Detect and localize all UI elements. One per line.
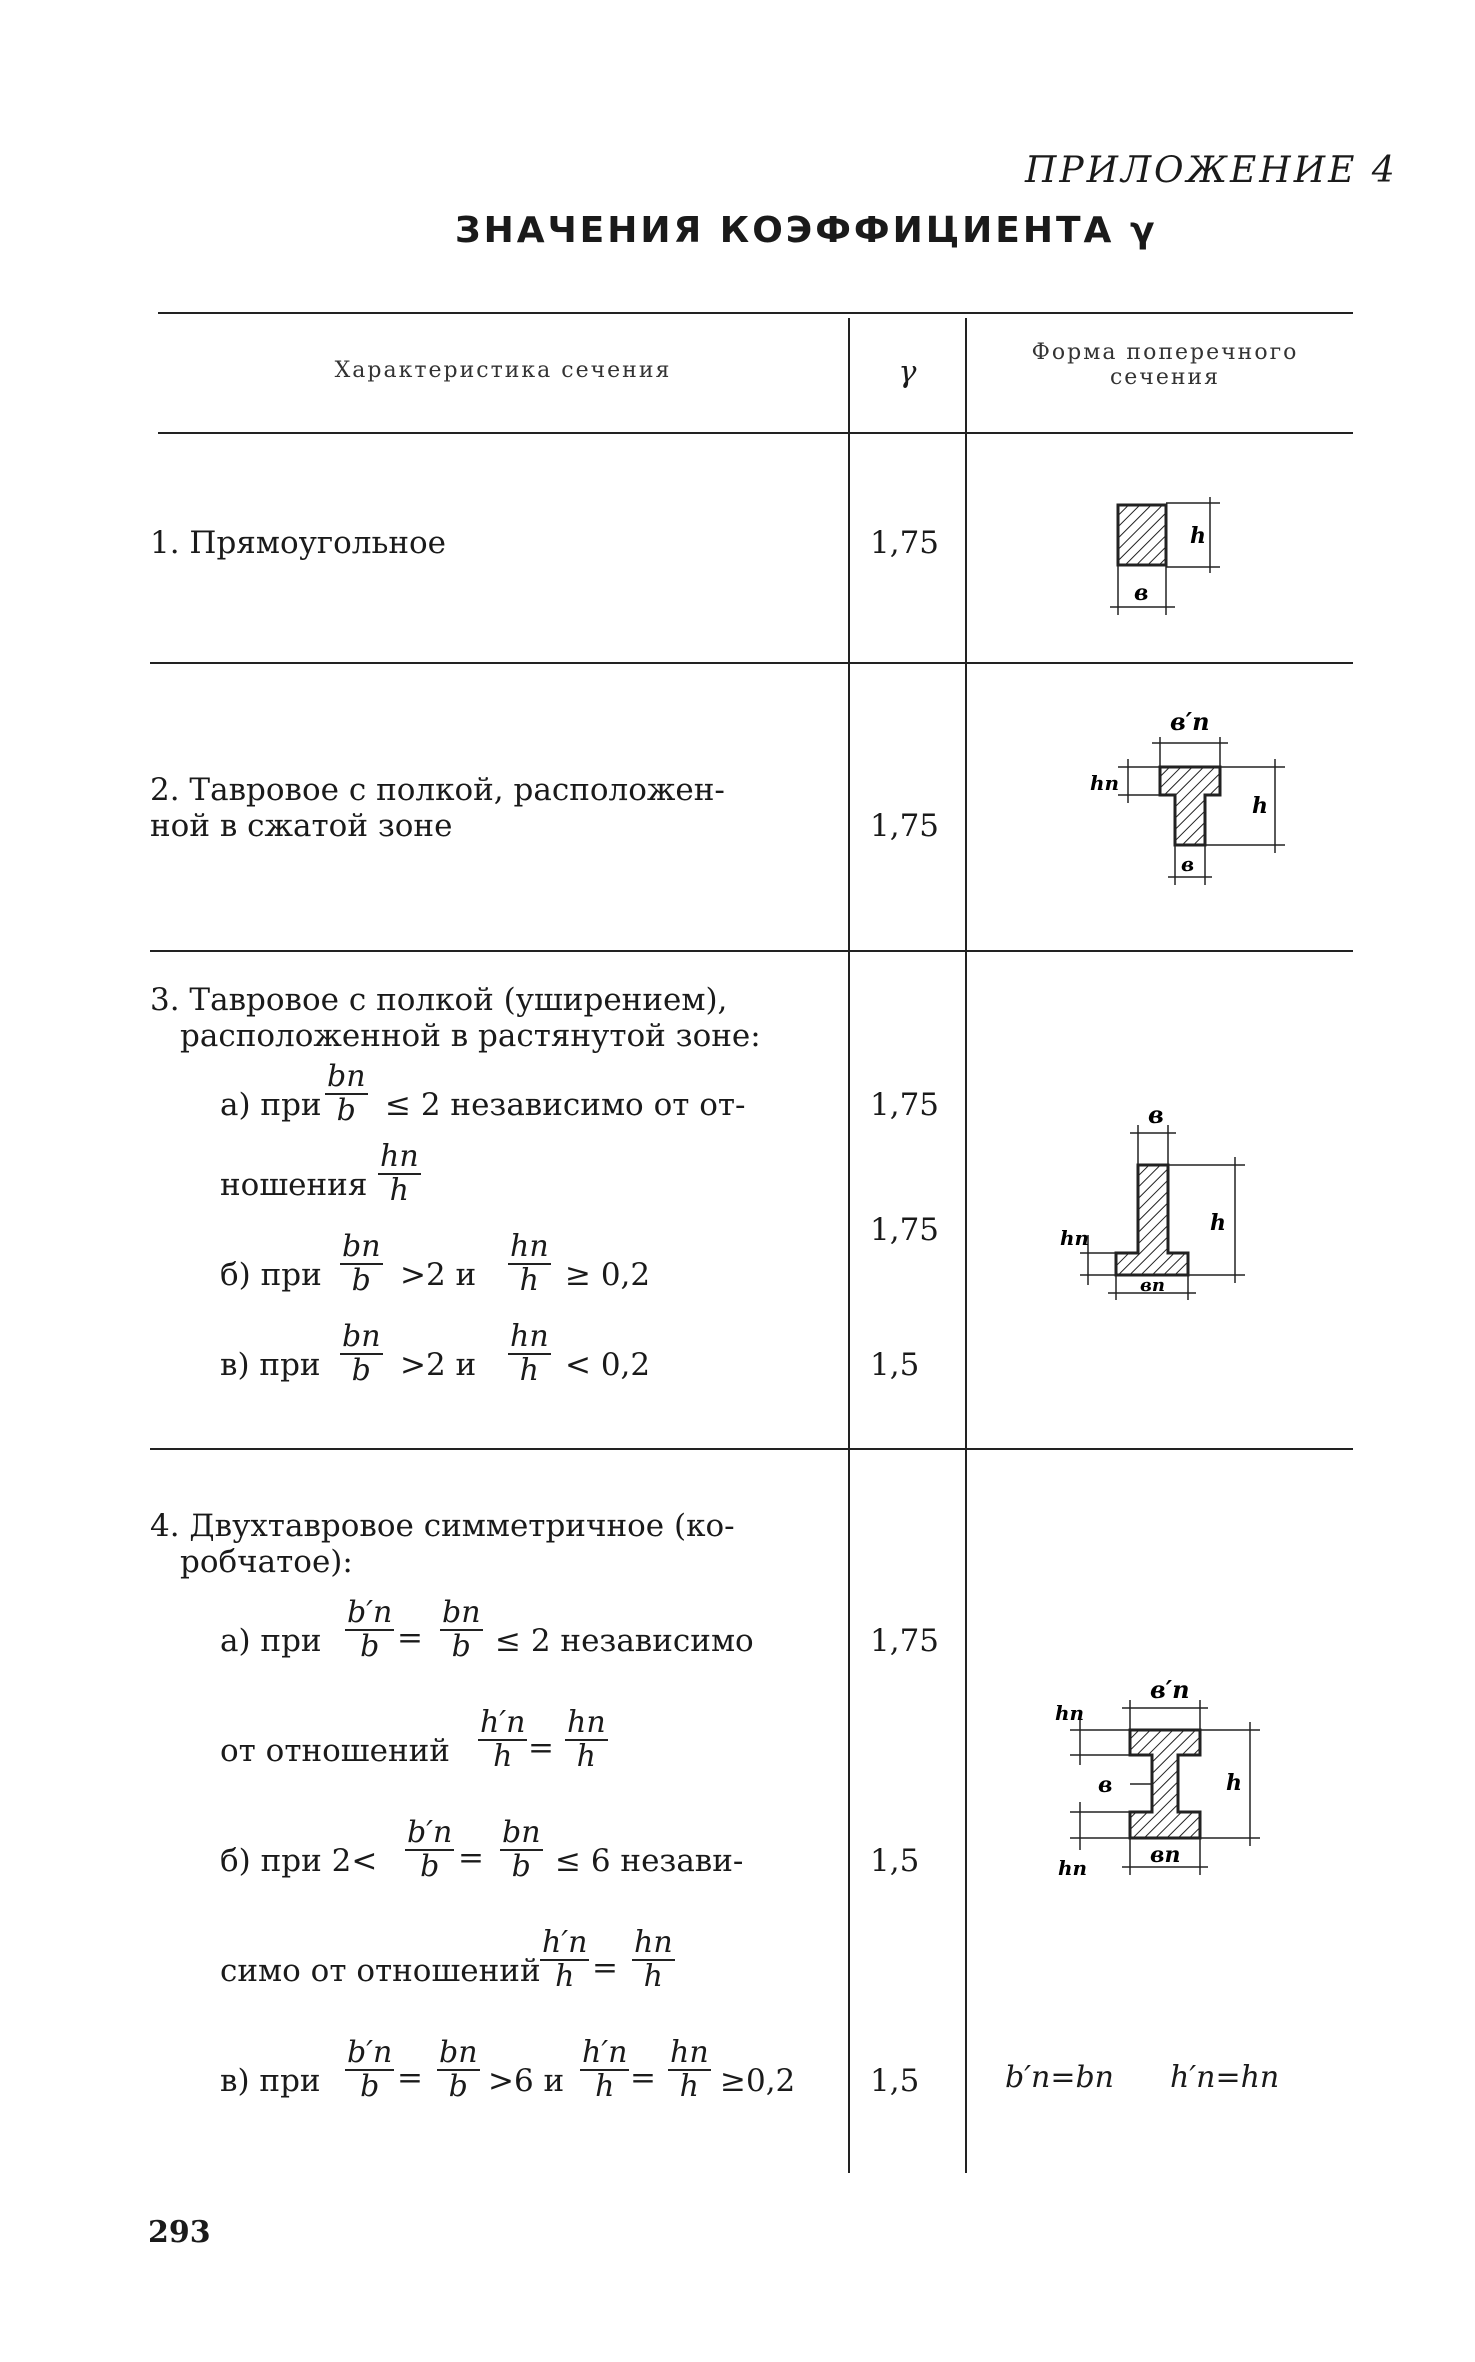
equality-note-h: h′п=hп	[1170, 2060, 1280, 2095]
fraction-hp-h: hп h	[380, 1139, 419, 1208]
page-number: 293	[148, 2215, 211, 2250]
row3-b-prefix: б) при	[220, 1257, 322, 1293]
row3-gamma-c: 1,5	[870, 1347, 920, 1383]
fraction-hp-h: hп h	[510, 1319, 549, 1388]
figure-label-h: h	[1190, 523, 1206, 549]
row4-gamma-b: 1,5	[870, 1843, 920, 1879]
equals-sign: =	[397, 2060, 423, 2096]
equals-sign: =	[458, 1840, 484, 1876]
row4-c-condition-1: >6 и	[488, 2063, 565, 2099]
fraction-hp-h: hп h	[567, 1705, 606, 1774]
fraction-bp1-b: b′п b	[347, 1595, 393, 1664]
row4-c-prefix: в) при	[220, 2063, 321, 2099]
figure-label-h: h	[1226, 1770, 1242, 1796]
column-header-shape: Форма поперечного сечения	[1031, 340, 1299, 390]
row4-gamma-c: 1,5	[870, 2063, 920, 2099]
equals-sign: =	[592, 1950, 618, 1986]
figure-label-hp: hп	[1058, 1856, 1088, 1880]
row3-b-condition-2: ≥ 0,2	[565, 1257, 651, 1293]
equals-sign: =	[630, 2060, 656, 2096]
column-divider-1	[848, 318, 850, 2173]
fraction-hp1-h: h′п h	[542, 1925, 588, 1994]
t-section-compressed-flange-figure	[1070, 685, 1300, 900]
rectangular-section-figure	[1080, 485, 1240, 630]
fraction-hp-h: hп h	[510, 1229, 549, 1298]
row-rule-3	[150, 1448, 1353, 1450]
fraction-bp-b: bп b	[327, 1059, 366, 1128]
figure-label-bp: вп	[1150, 1842, 1181, 1868]
fraction-hp1-h: h′п h	[582, 2035, 628, 2104]
row4-text-line2: робчатое):	[180, 1544, 353, 1580]
equals-sign: =	[528, 1730, 554, 1766]
row1-text: 1. Прямоугольное	[150, 525, 447, 561]
figure-label-bp: вп	[1140, 1275, 1165, 1296]
row2-text-line1: 2. Тавровое с полкой, расположен-	[150, 772, 725, 808]
column-header-gamma: γ	[898, 355, 917, 390]
row3-a-continuation: ношения	[220, 1167, 368, 1203]
row2-gamma: 1,75	[870, 808, 940, 844]
fraction-bp-b: bп b	[502, 1815, 541, 1884]
row-rule-1	[150, 662, 1353, 664]
page-title: ЗНАЧЕНИЯ КОЭФФИЦИЕНТА γ	[455, 210, 1158, 251]
fraction-hp-h: hп h	[634, 1925, 673, 1994]
row4-a-prefix: а) при	[220, 1623, 322, 1659]
fraction-hp1-h: h′п h	[480, 1705, 526, 1774]
fraction-hp-h: hп h	[670, 2035, 709, 2104]
row-rule-2	[150, 950, 1353, 952]
fraction-bp-b: bп b	[442, 1595, 481, 1664]
row3-c-condition-2: < 0,2	[565, 1347, 651, 1383]
row4-b-condition: ≤ 6 незави-	[555, 1843, 744, 1879]
figure-label-hp: hп	[1060, 1226, 1090, 1250]
figure-label-h: h	[1210, 1210, 1226, 1236]
figure-label-hp1: hп	[1055, 1701, 1085, 1725]
row4-b-prefix: б) при 2<	[220, 1843, 378, 1879]
row3-text-line1: 3. Тавровое с полкой (уширением),	[150, 982, 728, 1018]
figure-label-b: в	[1098, 1772, 1113, 1798]
row3-a-condition: ≤ 2 независимо от от-	[385, 1087, 746, 1123]
row4-text-line1: 4. Двухтавровое симметричное (ко-	[150, 1508, 735, 1544]
figure-label-hp: hп	[1090, 771, 1120, 795]
row3-b-condition-1: >2 и	[400, 1257, 477, 1293]
fraction-bp-b: bп b	[342, 1319, 381, 1388]
row4-c-condition-2: ≥0,2	[720, 2063, 796, 2099]
row3-c-prefix: в) при	[220, 1347, 321, 1383]
column-header-characteristic: Характеристика сечения	[334, 358, 672, 383]
row3-gamma-a: 1,75	[870, 1087, 940, 1123]
figure-label-b-flange: в′п	[1150, 1675, 1190, 1704]
figure-label-b-flange: в′п	[1170, 707, 1210, 736]
figure-label-b: в	[1148, 1100, 1164, 1129]
column-divider-2	[965, 318, 967, 2173]
row3-gamma-b: 1,75	[870, 1212, 940, 1248]
t-section-tension-flange-figure	[1060, 1095, 1280, 1305]
i-section-symmetric-figure	[1050, 1660, 1290, 1910]
fraction-bp1-b: b′п b	[347, 2035, 393, 2104]
equality-note-b: b′п=bп	[1005, 2060, 1114, 2095]
equals-sign: =	[397, 1620, 423, 1656]
figure-label-h: h	[1252, 793, 1268, 819]
row2-text-line2: ной в сжатой зоне	[150, 808, 453, 844]
fraction-bp1-b: b′п b	[407, 1815, 453, 1884]
row4-b-continuation: симо от отношений	[220, 1953, 541, 1989]
figure-label-b: в	[1181, 852, 1195, 876]
fraction-bp-b: bп b	[342, 1229, 381, 1298]
row3-a-prefix: а) при	[220, 1087, 322, 1123]
row1-gamma: 1,75	[870, 525, 940, 561]
row3-text-line2: расположенной в растянутой зоне:	[180, 1018, 761, 1054]
appendix-label: ПРИЛОЖЕНИЕ 4	[1025, 150, 1398, 191]
row4-a-continuation: от отношений	[220, 1733, 450, 1769]
fraction-bp-b: bп b	[439, 2035, 478, 2104]
header-rule	[158, 432, 1353, 434]
row4-gamma-a: 1,75	[870, 1623, 940, 1659]
figure-label-b: в	[1134, 580, 1149, 606]
table-top-rule	[158, 312, 1353, 314]
row3-c-condition-1: >2 и	[400, 1347, 477, 1383]
row4-a-condition: ≤ 2 независимо	[495, 1623, 754, 1659]
